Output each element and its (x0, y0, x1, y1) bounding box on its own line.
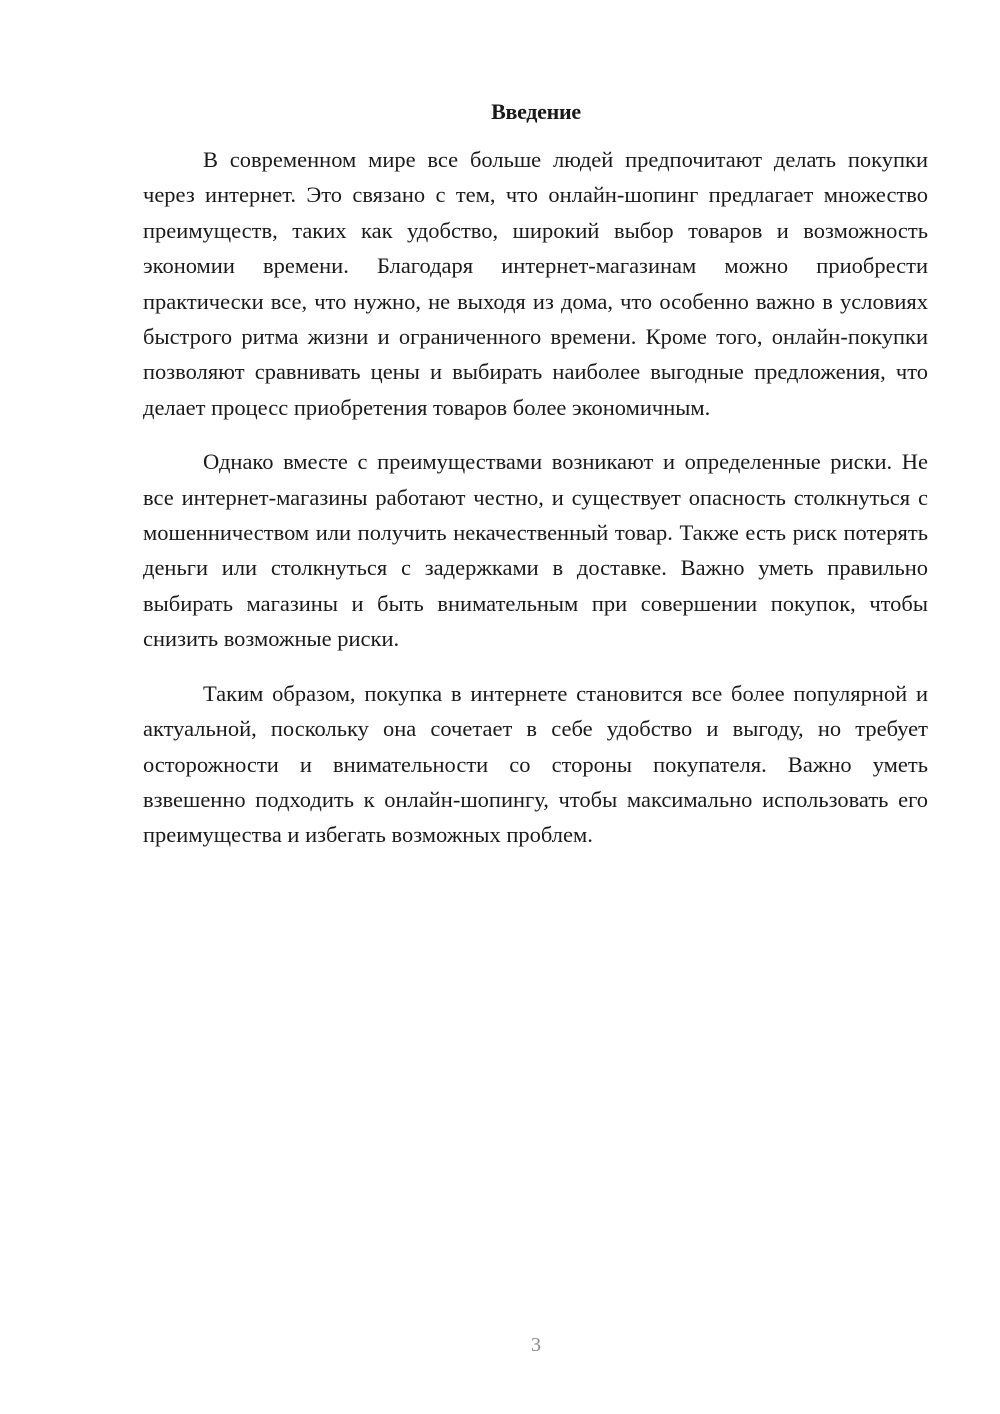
paragraph-2: Однако вместе с преимуществами возникают и определенные риски. Не все интернет-магазины работают честно, и существует опасность столкнуться с мошенничеством или получить некачественный товар. Также есть риск потерять деньги или столкнуться с задержками в доставке. Важно уметь правильно выбирать магазины и быть внимательным при совершении покупок, чтобы снизить возможные риски. (143, 449, 928, 652)
document-title: Введение (491, 99, 581, 124)
paragraph-3: Таким образом, покупка в интернете становится все более популярной и актуальной, поскольку она сочетает в себе удобство и выгоду, но требует осторожности и внимательности со стороны покупателя. Важно уметь взвешенно подходить к онлайн-шопингу, чтобы максимально использовать его преимущества и избегать возможных проблем. (143, 680, 928, 848)
page-number: 3 (531, 1334, 541, 1356)
document-body (143, 142, 928, 853)
paragraph-1: В современном мире все больше людей предпочитают делать покупки через интернет. Это связано с тем, что онлайн-шопинг предлагает множество преимуществ, таких как удобство, широкий выбор товаров и возможность экономии времени. Благодаря интернет-магазинам можно приобрести практически все, что нужно, не выходя из дома, что особенно важно в условиях быстрого ритма жизни и ограниченного времени. Кроме того, онлайн-покупки позволяют сравнивать цены и выбирать наиболее выгодные предложения, что делает процесс приобретения товаров более экономичным. (143, 147, 928, 420)
